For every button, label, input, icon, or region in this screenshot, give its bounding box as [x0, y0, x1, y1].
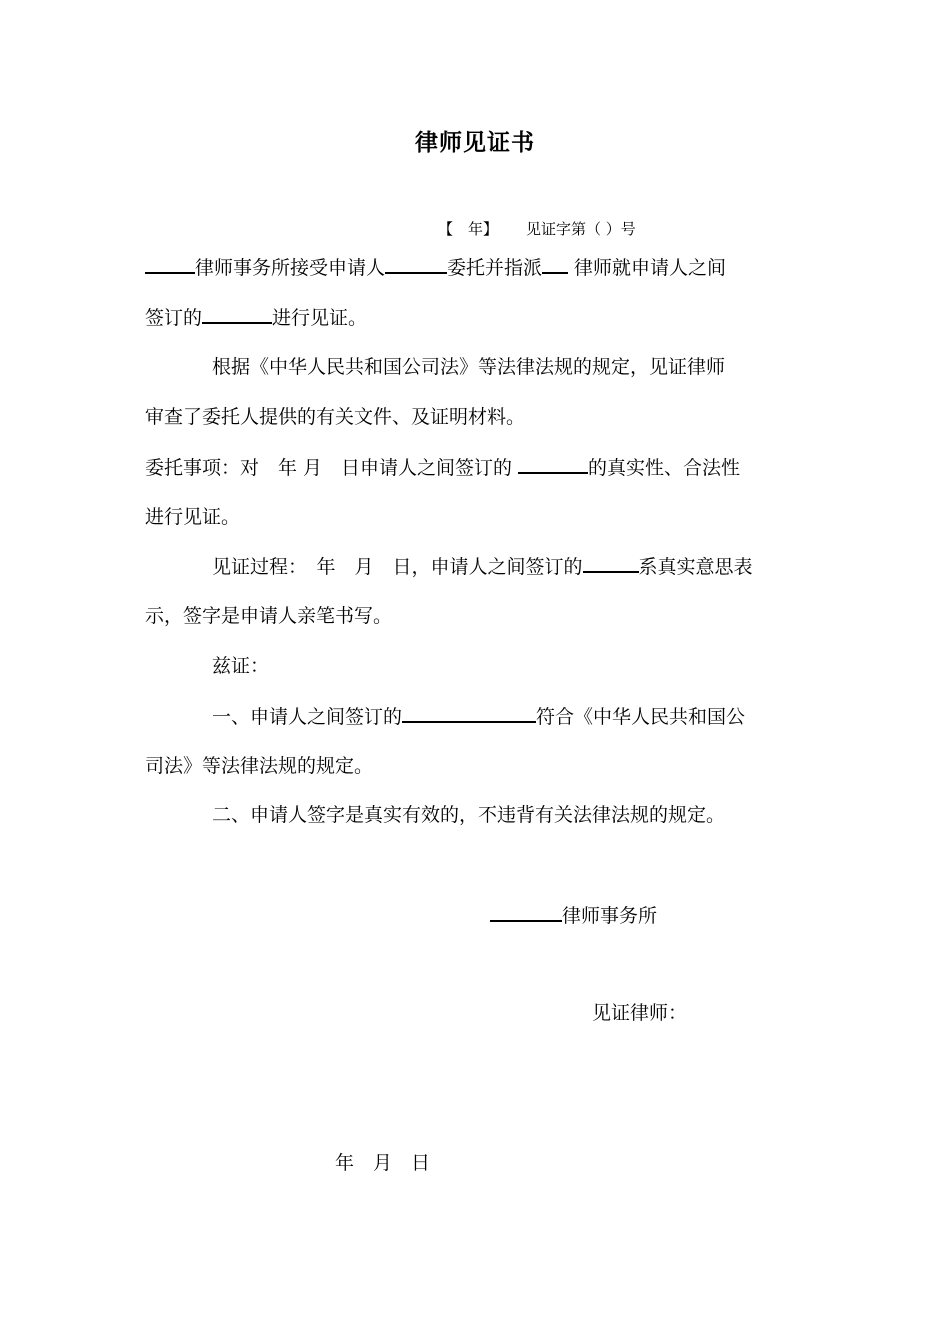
text-segment: 委托事项：对 年 月 日申请人之间签订的 [145, 457, 513, 479]
text-segment: 律师就申请人之间 [574, 257, 727, 279]
text-segment: 符合《中华人民共和国公 [536, 706, 746, 728]
text-segment: 委托并指派 [447, 257, 543, 279]
text-segment: 进行见证。 [272, 307, 368, 329]
paragraph-1-line-2 [145, 304, 367, 331]
paragraph-5: 兹证： [212, 655, 270, 677]
blank-contract [202, 304, 272, 324]
blank-contract [402, 703, 536, 723]
text-segment: 一、申请人之间签订的 [212, 706, 403, 728]
text-segment: 见证过程： 年 月 日，申请人之间签订的 [212, 556, 583, 578]
doc-year-bracket: 【 年】 [438, 220, 499, 238]
text-segment: 系真实意思表 [638, 556, 753, 578]
paragraph-1-line-1 [145, 254, 726, 281]
signature-date: 年 月 日 [335, 1152, 431, 1174]
document-number [438, 218, 636, 239]
blank-firm-name [490, 902, 562, 922]
paragraph-4-line-2: 示，签字是申请人亲笔书写。 [145, 605, 393, 627]
paragraph-2-line-1: 根据《中华人民共和国公司法》等法律法规的规定，见证律师 [212, 356, 726, 378]
blank-lawyer [542, 254, 568, 274]
text-segment: 律师事务所接受申请人 [195, 257, 386, 279]
blank-applicant [385, 254, 447, 274]
paragraph-6-line-1 [212, 703, 745, 730]
paragraph-6-line-2: 司法》等法律法规的规定。 [145, 755, 374, 777]
doc-number-label: 见证字第（ ）号 [526, 220, 636, 238]
blank-contract [583, 553, 639, 573]
lawyer-signature-label: 见证律师： [592, 1002, 688, 1024]
blank-firm-name [145, 254, 195, 274]
paragraph-7: 二、申请人签字是真实有效的，不违背有关法律法规的规定。 [212, 804, 726, 826]
firm-label: 律师事务所 [562, 905, 658, 927]
document-title: 律师见证书 [415, 129, 535, 156]
paragraph-3-line-1 [145, 454, 740, 481]
paragraph-2-line-2: 审查了委托人提供的有关文件、及证明材料。 [145, 406, 526, 428]
text-segment: 的真实性、合法性 [588, 457, 741, 479]
paragraph-4-line-1 [212, 553, 753, 580]
paragraph-3-line-2: 进行见证。 [145, 506, 241, 528]
blank-contract [518, 454, 588, 474]
law-firm-signature [490, 902, 657, 929]
text-segment: 签订的 [145, 307, 203, 329]
